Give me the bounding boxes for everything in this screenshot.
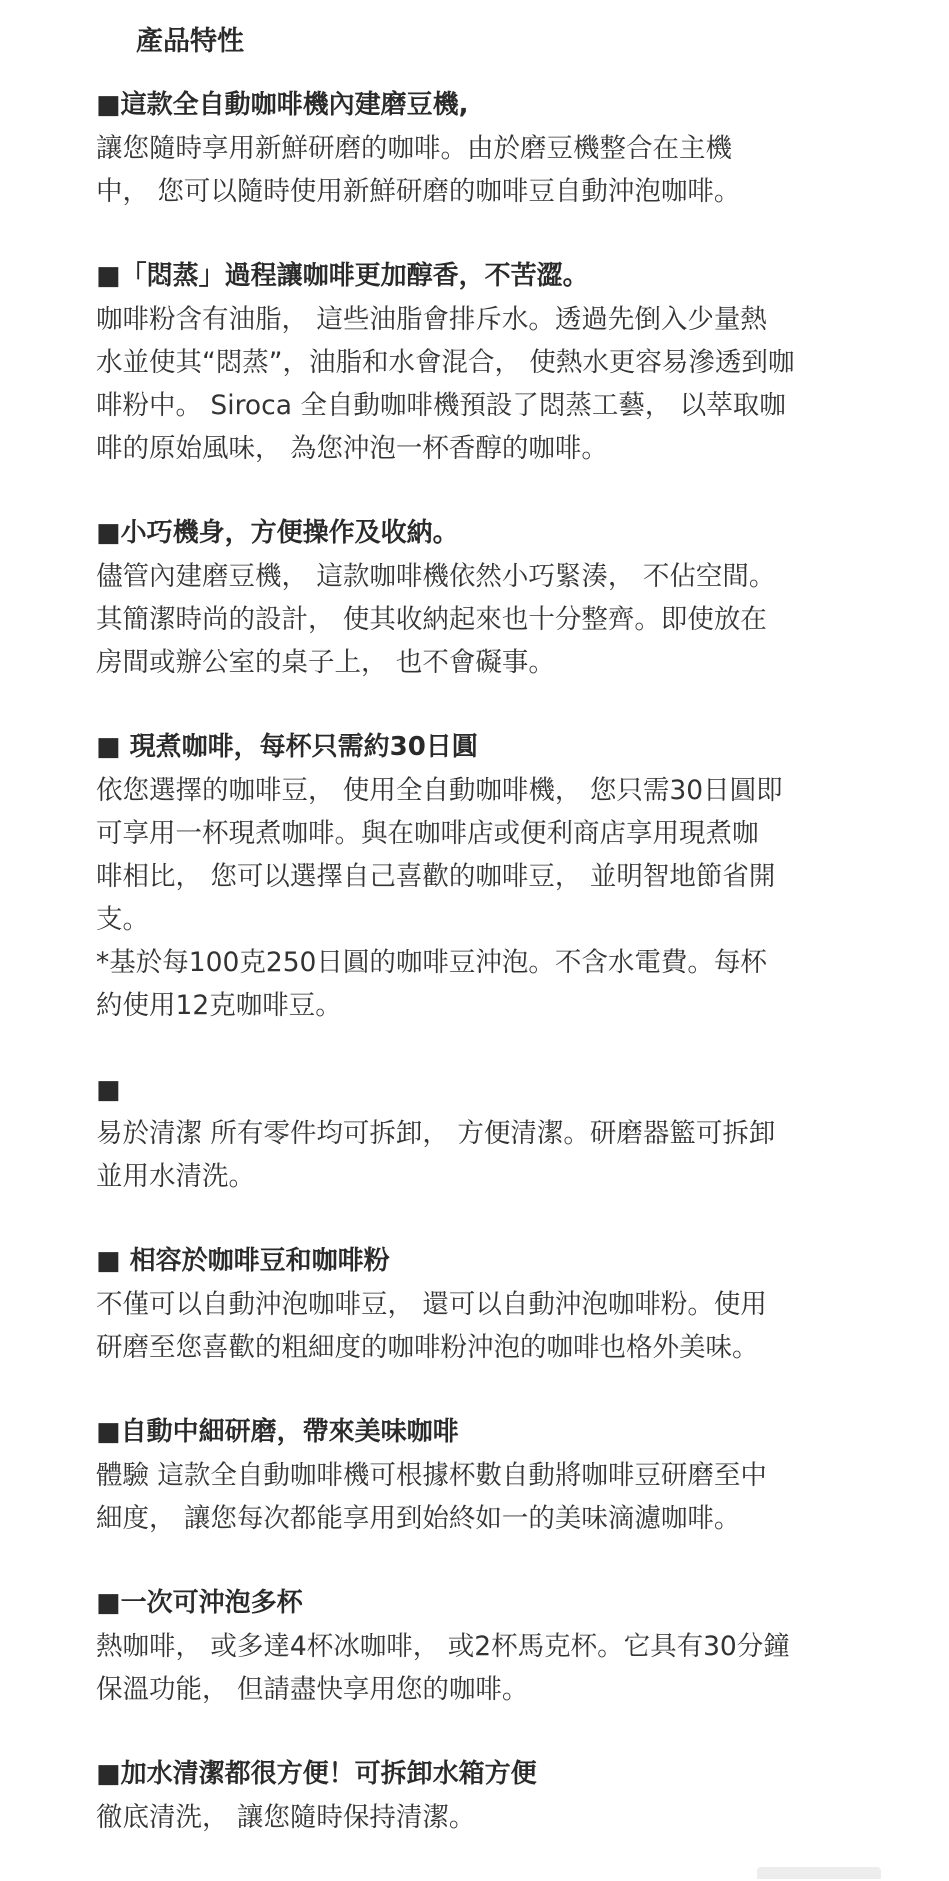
feature-body-line: 讓您隨時享用新鮮研磨的咖啡。由於磨豆機整合在主機 [96,133,732,164]
feature-heading: ■ [96,1075,121,1105]
feature-body-line: 依您選擇的咖啡豆， 使用全自動咖啡機， 您只需30日圓即 [96,775,783,806]
feature-body-line: 不僅可以自動沖泡咖啡豆， 還可以自動沖泡咖啡粉。使用 [96,1289,767,1320]
feature-heading: ■小巧機身，方便操作及收納。 [96,518,459,548]
feature-section [96,512,856,684]
feature-body-line: 熱咖啡， 或多達4杯冰咖啡， 或2杯馬克杯。它具有30分鐘 [96,1631,790,1662]
feature-section [96,1240,856,1369]
feature-section [96,1411,856,1540]
feature-body-line: 並用水清洗。 [96,1161,255,1192]
feature-body-line: 啡相比， 您可以選擇自己喜歡的咖啡豆， 並明智地節省開 [96,861,776,892]
feature-body-line: 其簡潔時尚的設計， 使其收納起來也十分整齊。即使放在 [96,604,767,635]
feature-heading: ■加水清潔都很方便！可拆卸水箱方便 [96,1759,537,1789]
feature-body-line: 徹底清洗， 讓您隨時保持清潔。 [96,1802,476,1833]
feature-heading: ■ 現煮咖啡，每杯只需約30日圓 [96,732,478,762]
feature-body-line: 中， 您可以隨時使用新鮮研磨的咖啡豆自動沖泡咖啡。 [96,176,741,207]
scrollbar-thumb[interactable] [757,1867,881,1879]
feature-section [96,1069,856,1198]
feature-heading: ■「悶蒸」過程讓咖啡更加醇香，不苦澀。 [96,261,589,291]
feature-heading: ■自動中細研磨，帶來美味咖啡 [96,1417,459,1447]
feature-body-line: 約使用12克咖啡豆。 [96,990,342,1021]
feature-section [96,84,856,213]
feature-body-line: 啡的原始風味， 為您沖泡一杯香醇的咖啡。 [96,433,608,464]
feature-body-line: 研磨至您喜歡的粗細度的咖啡粉沖泡的咖啡也格外美味。 [96,1332,759,1363]
feature-body-line: *基於每100克250日圓的咖啡豆沖泡。不含水電費。每杯 [96,947,767,978]
feature-body-line: 支。 [96,904,149,935]
feature-body-line: 易於清潔 所有零件均可拆卸， 方便清潔。研磨器籃可拆卸 [96,1118,776,1149]
feature-section [96,726,856,1027]
feature-heading: ■這款全自動咖啡機內建磨豆機, [96,90,469,120]
feature-body-line: 可享用一杯現煮咖啡。與在咖啡店或便利商店享用現煮咖 [96,818,759,849]
feature-body-line: 啡粉中。 Siroca 全自動咖啡機預設了悶蒸工藝， 以萃取咖 [96,390,786,421]
feature-section [96,255,856,470]
page-title: 產品特性 [136,26,244,57]
feature-body-line: 儘管內建磨豆機， 這款咖啡機依然小巧緊湊， 不佔空間。 [96,561,776,592]
feature-section [96,1753,856,1839]
feature-body-line: 咖啡粉含有油脂， 這些油脂會排斥水。透過先倒入少量熱 [96,304,767,335]
feature-body-line: 保溫功能， 但請盡快享用您的咖啡。 [96,1674,529,1705]
feature-section [96,1582,856,1711]
feature-heading: ■一次可沖泡多杯 [96,1588,303,1618]
feature-body-line: 細度， 讓您每次都能享用到始終如一的美味滴濾咖啡。 [96,1503,741,1534]
feature-sections [96,84,856,1881]
feature-body-line: 體驗 這款全自動咖啡機可根據杯數自動將咖啡豆研磨至中 [96,1460,767,1491]
feature-heading: ■ 相容於咖啡豆和咖啡粉 [96,1246,390,1276]
feature-body-line: 水並使其“悶蒸”，油脂和水會混合， 使熱水更容易滲透到咖 [96,347,795,378]
feature-body-line: 房間或辦公室的桌子上， 也不會礙事。 [96,647,555,678]
